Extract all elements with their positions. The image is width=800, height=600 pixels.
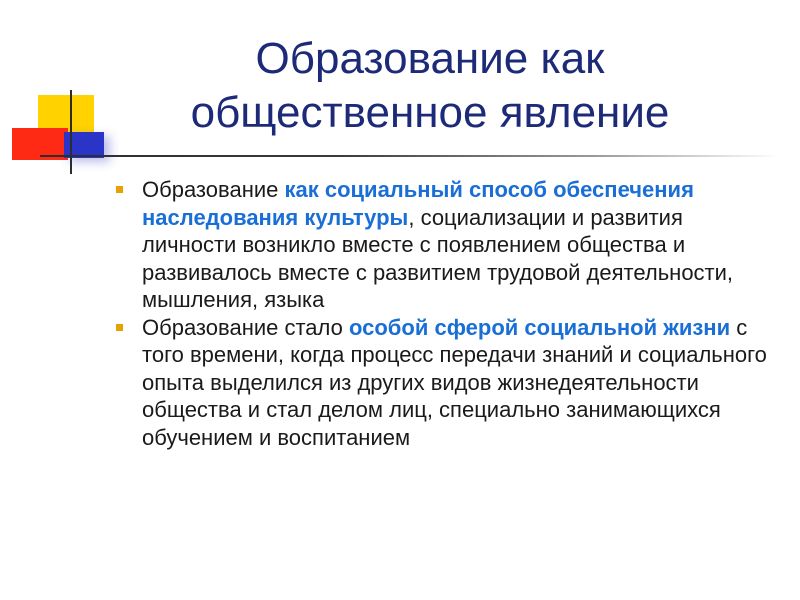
bullet-highlight: особой сферой социальной жизни: [348, 314, 731, 340]
bullet-item: [114, 176, 774, 314]
bullet-text-after: с того времени, когда процесс передачи знаний и социального опыта выделился из других видов жизнедеятельности общества и стал делом лиц, специально занимающихся обучением и воспитанием: [142, 314, 767, 450]
decorative-vertical-line: [70, 90, 72, 174]
slide-title: [150, 32, 710, 140]
slide-title-line-2: общественное явление: [190, 88, 670, 137]
bullet-item: [114, 314, 774, 452]
bullet-list: [114, 176, 774, 451]
bullet-marker-icon: [116, 324, 123, 331]
bullet-text-before: Образование: [142, 177, 285, 202]
bullet-text-after: , социализации и развития личности возникло вместе с появлением общества и развивалось вместе с развитием трудовой деятельности, мышления, языка: [142, 204, 734, 312]
title-divider-line: [40, 155, 780, 157]
slide-title-line-1: Образование как: [255, 34, 605, 83]
bullet-text-before: Образование стало: [142, 314, 349, 340]
bullet-marker-icon: [116, 186, 123, 193]
bullet-highlight: как социальный способ обеспечения наследования культуры: [142, 177, 694, 230]
